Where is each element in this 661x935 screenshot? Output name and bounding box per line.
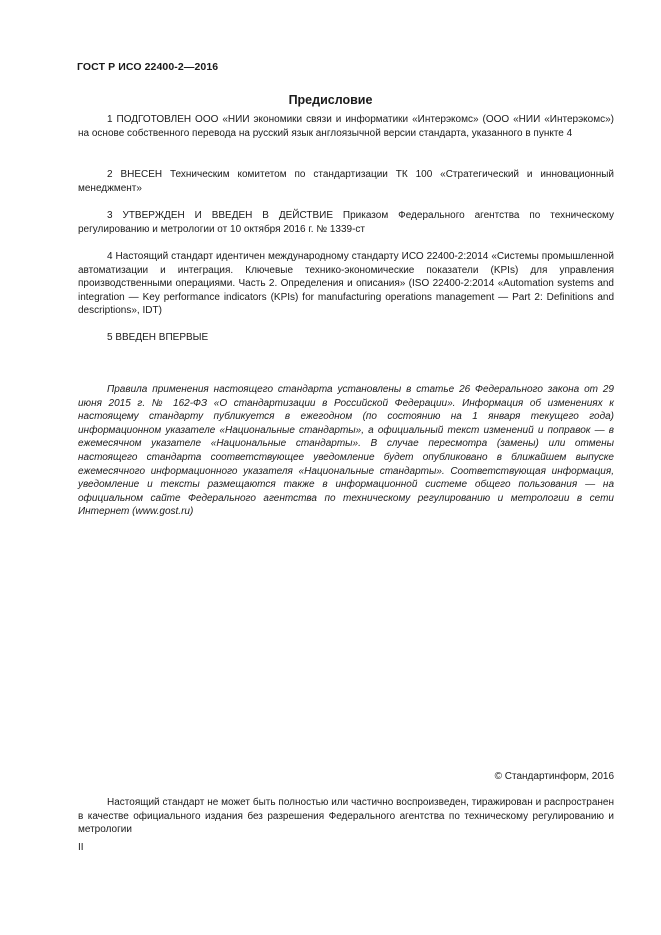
preface-title: Предисловие bbox=[288, 93, 373, 107]
page-number: II bbox=[78, 842, 84, 853]
standard-code-header: ГОСТ Р ИСО 22400-2—2016 bbox=[77, 61, 219, 73]
reproduction-notice: Настоящий стандарт не может быть полностью или частично воспроизведен, тиражирован и распространен в качестве официального издания без разрешения Федерального агентства по техническому регулированию и метрологии bbox=[78, 797, 614, 836]
preface-item-3: 3 УТВЕРЖДЕН И ВВЕДЕН В ДЕЙСТВИЕ Приказом Федерального агентства по техническому регулированию и метрологии от 10 октября 2016 г. № 1339-ст bbox=[78, 210, 614, 235]
preface-item-2: 2 ВНЕСЕН Техническим комитетом по стандартизации ТК 100 «Стратегический и инновационный менеджмент» bbox=[78, 169, 614, 194]
copyright-line: © Стандартинформ, 2016 bbox=[494, 771, 614, 782]
preface-item-4: 4 Настоящий стандарт идентичен международному стандарту ИСО 22400-2:2014 «Системы промышленной автоматизации и интеграция. Ключевые технико-экономические показатели (KPIs) для управления производственными операциями. Часть 2. Определения и описания» (ISO 22400-2:2014 «Automation systems and integration — Key performance indicators (KPIs) for manufacturing operations management — Part 2: Definitions and descriptions», IDT) bbox=[78, 251, 614, 317]
rules-notice: Правила применения настоящего стандарта установлены в статье 26 Федерального закона от 29 июня 2015 г. № 162-ФЗ «О стандартизации в Российской Федерации». Информация об изменениях к настоящему стандарту публикуется в ежегодном (по состоянию на 1 января текущего года) информационном указателе «Национальные стандарты», а официальный текст изменений и поправок — в ежемесячном указателе «Национальные стандарты». В случае пересмотра (замены) или отмены настоящего стандарта соответствующее уведомление будет опубликовано в ближайшем выпуске ежемесячного информационного указателя «Национальные стандарты». Соответствующая информация, уведомление и тексты размещаются также в информационной системе общего пользования — на официальном сайте Федерального агентства по техническому регулированию и метрологии в сети Интернет (www.gost.ru) bbox=[78, 384, 614, 518]
preface-item-1: 1 ПОДГОТОВЛЕН ООО «НИИ экономики связи и информатики «Интерэкомс» (ООО «НИИ «Интерэкомс») на основе собственного перевода на русский язык англоязычной версии стандарта, указанного в пункте 4 bbox=[78, 114, 614, 139]
preface-item-5: 5 ВВЕДЕН ВПЕРВЫЕ bbox=[107, 332, 209, 343]
